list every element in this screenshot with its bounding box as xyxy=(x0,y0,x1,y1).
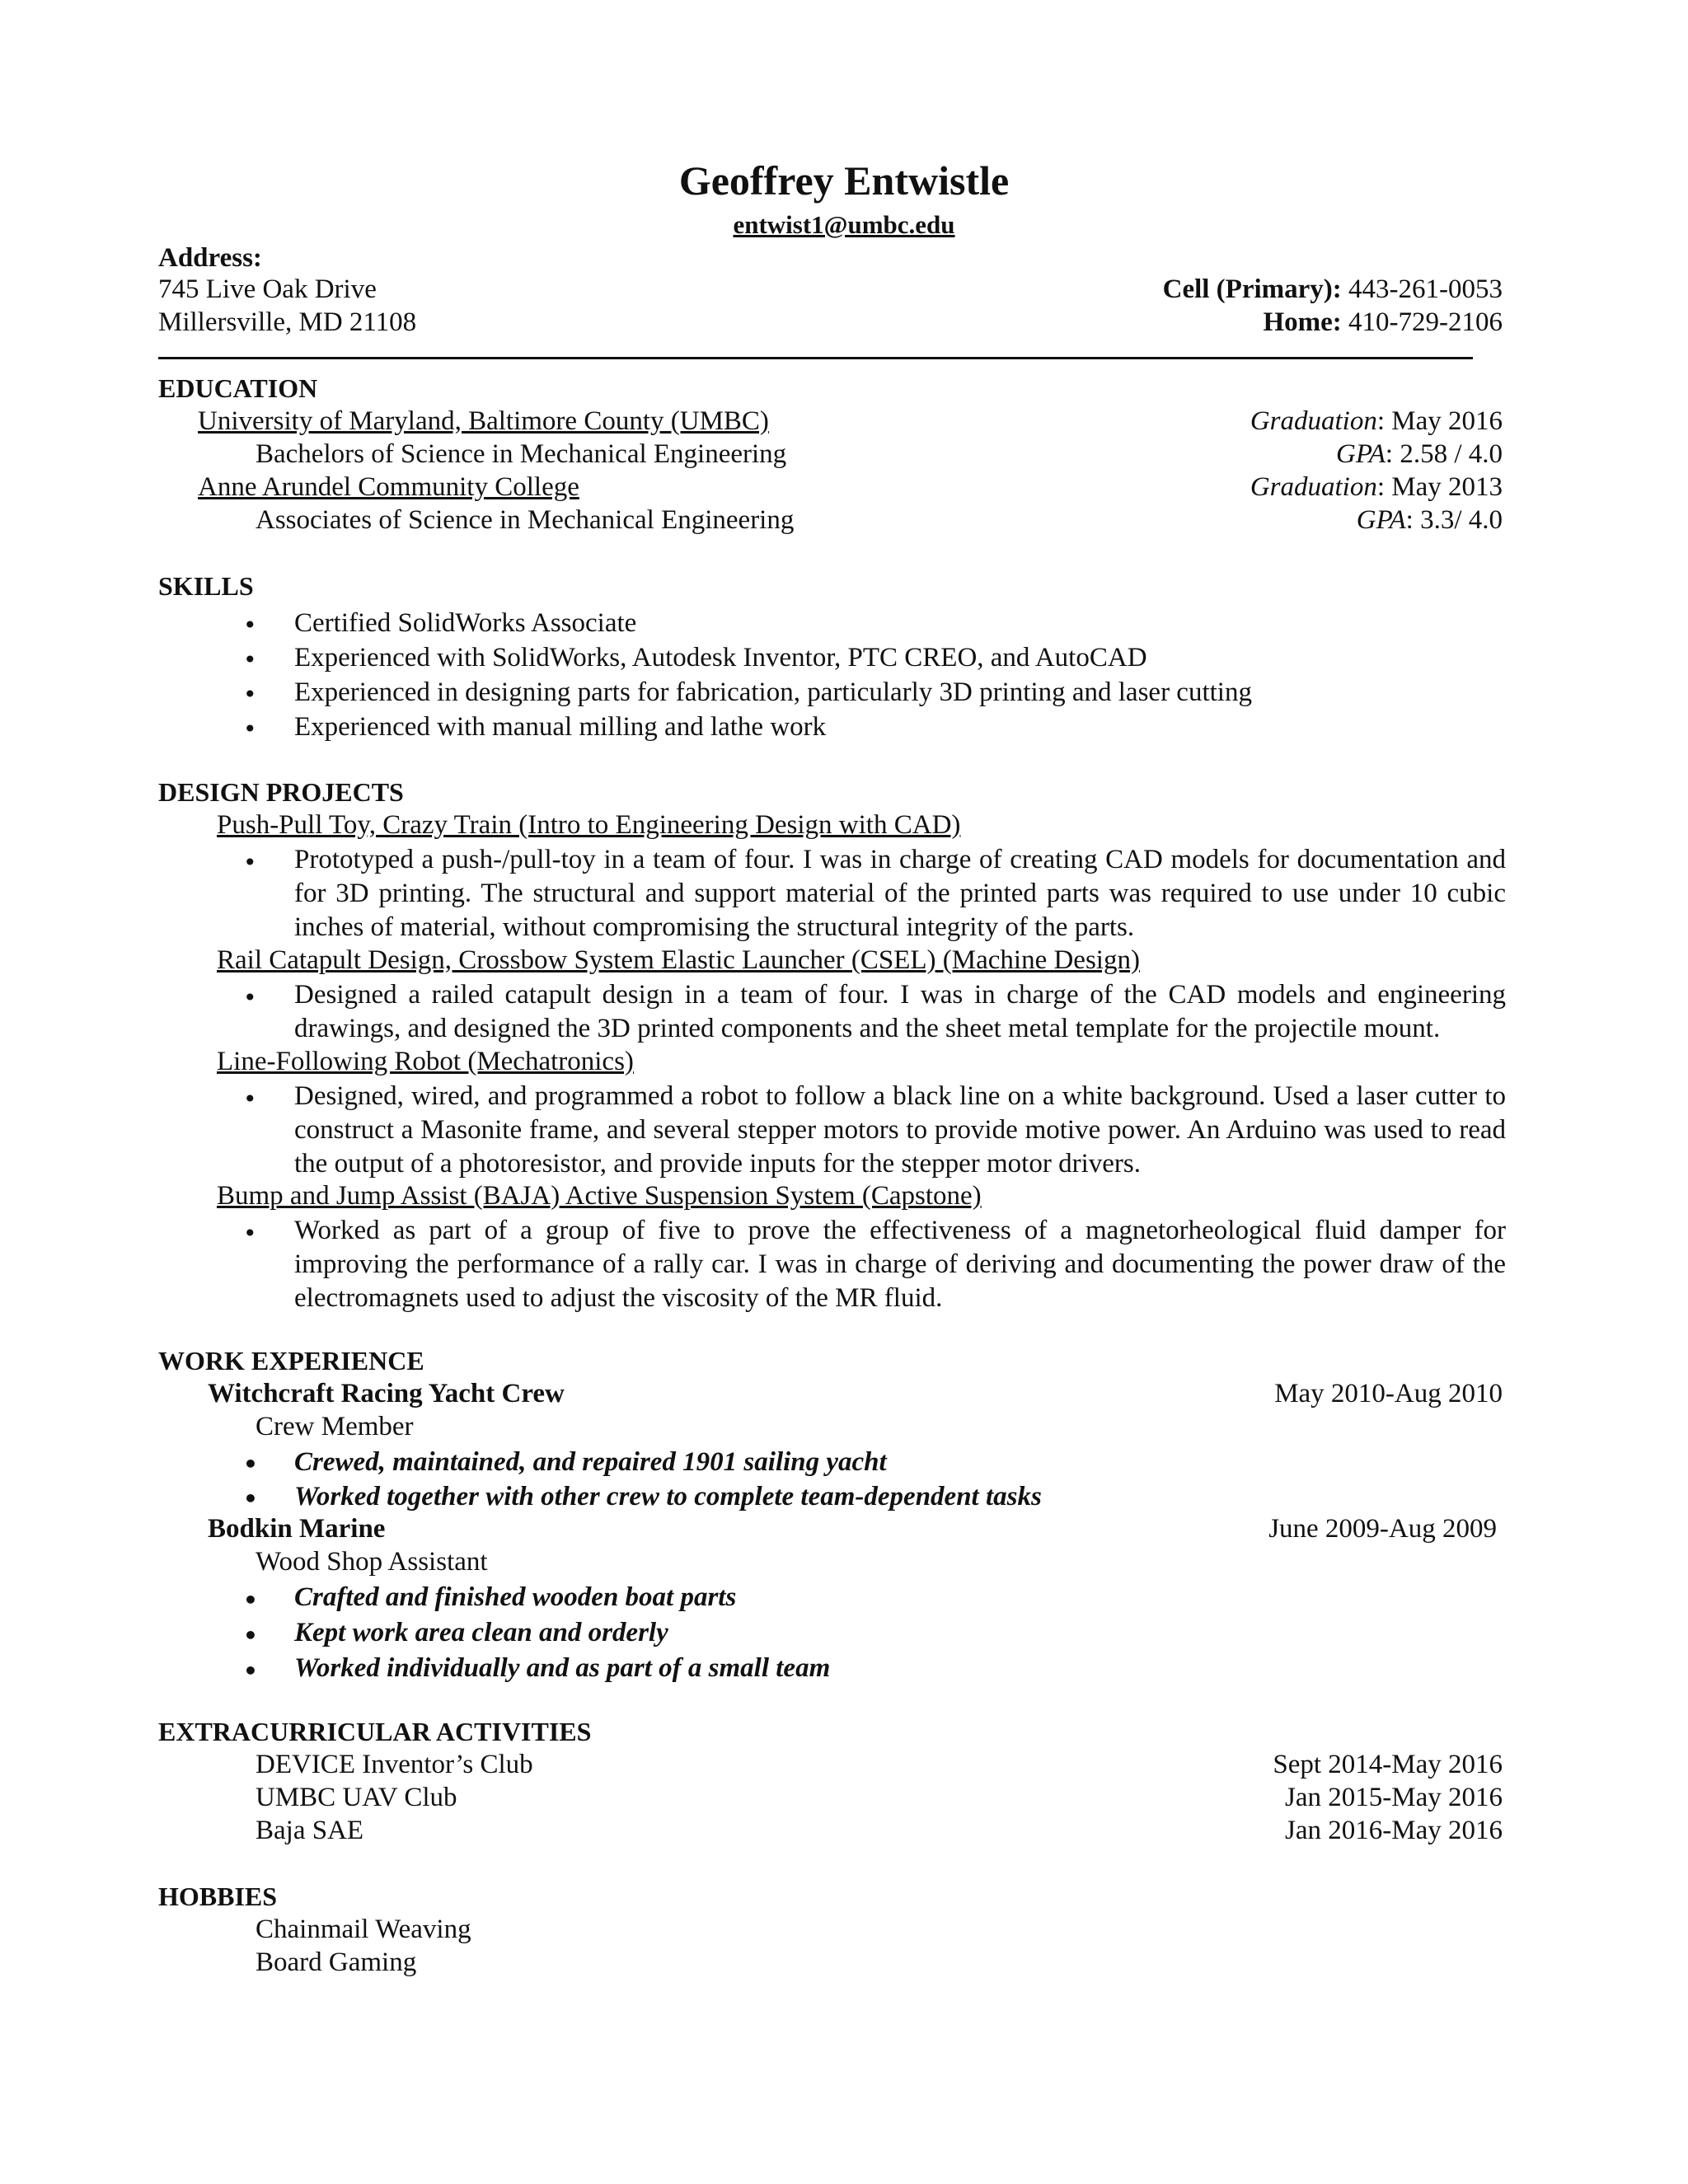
employer-name: Witchcraft Racing Yacht Crew xyxy=(208,1379,565,1408)
school-name: University of Maryland, Baltimore County (UMBC) xyxy=(198,406,769,436)
job-duties xyxy=(294,1580,830,1686)
job-row xyxy=(208,1514,1497,1544)
cell-value: 443-261-0053 xyxy=(1348,274,1503,304)
activity-dates: Jan 2015-May 2016 xyxy=(1285,1783,1503,1812)
activity-row xyxy=(256,1750,1503,1780)
list-item: • Kept work area clean and orderly xyxy=(294,1615,830,1651)
contact-row-2 xyxy=(158,307,1503,338)
gpa-label: GPA xyxy=(1356,505,1406,535)
degree-row xyxy=(256,439,1503,470)
project-bullets xyxy=(294,1214,1506,1315)
skills-heading: SKILLS xyxy=(158,571,254,601)
list-item: • Designed a railed catapult design in a team of four. I was in charge of the CAD models and engineering drawings, and designed the 3D printed components and the sheet metal template for the projectile mount. xyxy=(294,978,1506,1046)
list-item: • Crafted and finished wooden boat parts xyxy=(294,1580,830,1615)
list-item: • Prototyped a push-/pull-toy in a team of four. I was in charge of creating CAD models for documentation and for 3D printing. The structural and support material of the printed parts was required to use under 10 cubic inches of material, without compromising the structural integrity of the parts. xyxy=(294,843,1506,944)
activity-row xyxy=(256,1816,1503,1846)
project-title: Push-Pull Toy, Crazy Train (Intro to Engineering Design with CAD) xyxy=(217,810,961,840)
school-name: Anne Arundel Community College xyxy=(198,472,579,502)
header-divider xyxy=(158,357,1473,359)
list-item: • Worked as part of a group of five to prove the effectiveness of a magnetorheological fluid damper for improving the performance of a rally car. I was in charge of deriving and documenting the power draw of the electromagnets used to adjust the viscosity of the MR fluid. xyxy=(294,1214,1506,1315)
project-bullets xyxy=(294,1080,1506,1181)
resume-name: Geoffrey Entwistle xyxy=(678,157,1010,204)
cell-label: Cell (Primary): xyxy=(1162,274,1342,304)
project-title: Line-Following Robot (Mechatronics) xyxy=(217,1047,634,1076)
activity-dates: Sept 2014-May 2016 xyxy=(1273,1750,1503,1779)
gpa: GPA: 2.58 / 4.0 xyxy=(1336,439,1503,469)
email-link[interactable]: entwist1@umbc.edu xyxy=(733,210,955,239)
school-row xyxy=(198,472,1503,503)
activity-dates: Jan 2016-May 2016 xyxy=(1285,1816,1503,1845)
degree-row xyxy=(256,505,1503,536)
list-item: • Worked together with other crew to complete team-dependent tasks xyxy=(294,1479,1042,1514)
list-item: • Worked individually and as part of a small team xyxy=(294,1651,830,1686)
list-item: • Certified SolidWorks Associate xyxy=(294,606,1252,640)
job-role: Wood Shop Assistant xyxy=(256,1547,488,1577)
job-duties xyxy=(294,1445,1042,1514)
address-label: Address: xyxy=(158,243,262,273)
list-item: • Designed, wired, and programmed a robot to follow a black line on a white background. Used a laser cutter to construct a Masonite frame, and several stepper motors to provide motive power. An Arduino was used to read the output of a photoresistor, and provide inputs for the stepper motor drivers. xyxy=(294,1080,1506,1181)
skills-list xyxy=(294,606,1252,744)
school-row xyxy=(198,406,1503,437)
degree-name: Associates of Science in Mechanical Engineering xyxy=(256,505,795,535)
list-item: • Experienced with manual milling and lathe work xyxy=(294,710,1252,744)
degree-name: Bachelors of Science in Mechanical Engineering xyxy=(256,439,787,469)
graduation-label: Graduation xyxy=(1250,406,1377,436)
hobby-item: Chainmail Weaving xyxy=(256,1915,471,1944)
list-item: • Experienced with SolidWorks, Autodesk Inventor, PTC CREO, and AutoCAD xyxy=(294,640,1252,675)
project-bullets xyxy=(294,978,1506,1046)
hobby-item: Board Gaming xyxy=(256,1947,417,1977)
work-heading: WORK EXPERIENCE xyxy=(158,1346,424,1376)
graduation-date: Graduation: May 2013 xyxy=(1250,472,1503,502)
cell-phone xyxy=(1163,274,1503,305)
gpa-label: GPA xyxy=(1336,439,1386,469)
list-item: • Crewed, maintained, and repaired 1901 sailing yacht xyxy=(294,1445,1042,1479)
employer-name: Bodkin Marine xyxy=(208,1514,386,1544)
project-bullets xyxy=(294,843,1506,944)
job-dates: June 2009-Aug 2009 xyxy=(1268,1514,1497,1544)
job-dates: May 2010-Aug 2010 xyxy=(1274,1379,1503,1408)
graduation-date: Graduation: May 2016 xyxy=(1250,406,1503,436)
activity-name: Baja SAE xyxy=(256,1816,364,1845)
list-item: • Experienced in designing parts for fabrication, particularly 3D printing and laser cutting xyxy=(294,675,1252,710)
job-row xyxy=(208,1379,1503,1409)
project-title: Bump and Jump Assist (BAJA) Active Suspension System (Capstone) xyxy=(217,1181,982,1211)
home-value: 410-729-2106 xyxy=(1348,307,1503,337)
activity-row xyxy=(256,1783,1503,1813)
home-label: Home: xyxy=(1263,307,1342,337)
home-phone xyxy=(1263,307,1503,338)
address-line-1: 745 Live Oak Drive xyxy=(158,274,377,304)
job-role: Crew Member xyxy=(256,1412,414,1441)
contact-row-1 xyxy=(158,274,1503,305)
hobbies-heading: HOBBIES xyxy=(158,1882,278,1911)
address-line-2: Millersville, MD 21108 xyxy=(158,307,417,337)
activity-name: UMBC UAV Club xyxy=(256,1783,457,1812)
project-title: Rail Catapult Design, Crossbow System Elastic Launcher (CSEL) (Machine Design) xyxy=(217,945,1140,975)
projects-heading: DESIGN PROJECTS xyxy=(158,777,404,807)
activities-heading: EXTRACURRICULAR ACTIVITIES xyxy=(158,1717,592,1746)
activity-name: DEVICE Inventor’s Club xyxy=(256,1750,533,1779)
graduation-label: Graduation xyxy=(1250,472,1377,502)
education-heading: EDUCATION xyxy=(158,373,318,403)
gpa: GPA: 3.3/ 4.0 xyxy=(1356,505,1503,535)
